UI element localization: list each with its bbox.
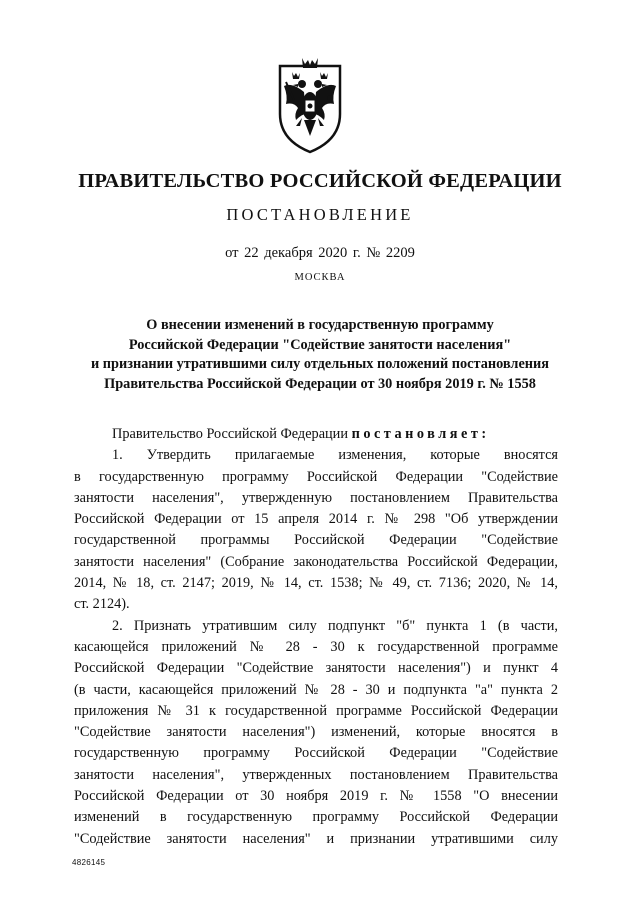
body-line: приложения № 31 к государственной программе Российской Федерации: [74, 702, 558, 719]
body-line: 1. Утвердить прилагаемые изменения, которые вносятся: [112, 447, 558, 464]
body-line: 2. Признать утратившим силу подпункт "б" пункта 1 (в части,: [112, 617, 558, 634]
document-id: 4826145: [72, 858, 106, 867]
body-line: 2014, № 18, ст. 2147; 2019, № 14, ст. 1538; № 49, ст. 7136; 2020, № 14,: [74, 575, 558, 592]
document-date-number: от 22 декабря 2020 г. № 2209: [225, 245, 415, 261]
intro-keyword: постановляет:: [351, 426, 490, 442]
body-line: Российской Федерации от 30 ноября 2019 г. № 1558 "О внесении: [74, 788, 558, 805]
body-line: занятости населения" (Собрание законодательства Российской Федерации,: [74, 553, 558, 570]
body-line: занятости населения", утвержденную постановлением Правительства: [74, 489, 558, 506]
document-city: МОСКВА: [294, 272, 346, 283]
body-line: (в части, касающейся приложений № 28 - 30 и подпункта "а" пункта 2: [74, 681, 558, 698]
body-line: в государственную программу Российской Федерации "Содействие: [74, 468, 558, 485]
subject-line: и признании утратившими силу отдельных положений постановления: [90, 356, 549, 372]
body-line: Российской Федерации "Содействие занятости населения") и пункт 4: [74, 660, 558, 677]
body-line: "Содействие занятости населения") изменений, которые вносятся в: [74, 724, 558, 741]
subject-line: Российской Федерации "Содействие занятости населения": [128, 336, 512, 353]
body-line: "Содействие занятости населения" и признании утратившими силу: [74, 830, 558, 847]
document-subject: [60, 316, 580, 394]
body-line: изменений в государственную программу Российской Федерации: [74, 809, 558, 826]
subject-line: Правительства Российской Федерации от 30 ноября 2019 г. № 1558: [104, 375, 536, 392]
document-body: [74, 424, 558, 850]
document-type: ПОСТАНОВЛЕНИЕ: [226, 205, 414, 224]
intro-prefix: Правительство Российской Федерации: [112, 426, 352, 442]
body-line: ст. 2124).: [74, 596, 130, 613]
body-line: Российской Федерации от 15 апреля 2014 г. № 298 "Об утверждении: [74, 511, 558, 528]
body-line: касающейся приложений № 28 - 30 к государственной программе: [74, 638, 558, 655]
intro-line: [74, 424, 558, 445]
body-line: занятости населения", утвержденных постановлением Правительства: [74, 766, 558, 783]
body-line: государственной программы Российской Федерации "Содействие: [74, 532, 558, 549]
body-line: государственную программу Российской Федерации "Содействие: [74, 745, 558, 762]
coat-of-arms-emblem: [268, 52, 352, 156]
government-title: ПРАВИТЕЛЬСТВО РОССИЙСКОЙ ФЕДЕРАЦИИ: [78, 170, 562, 192]
subject-line: О внесении изменений в государственную программу: [146, 317, 494, 333]
